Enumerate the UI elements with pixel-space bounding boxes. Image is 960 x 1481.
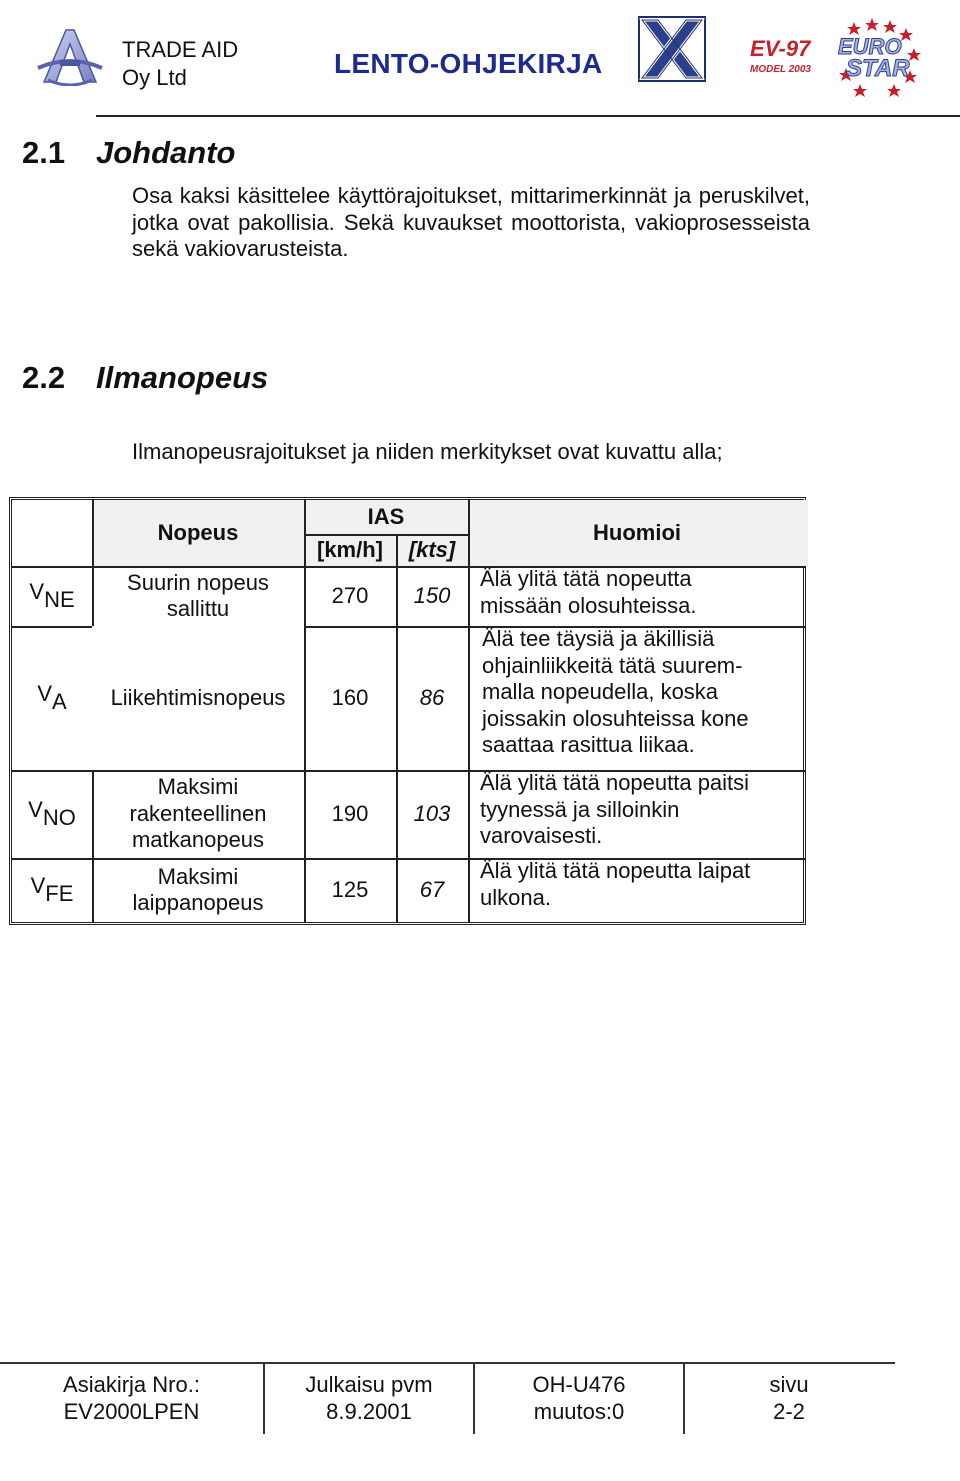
speed-symbol-subscript: NO bbox=[42, 804, 76, 830]
speed-name-line: rakenteellinen bbox=[129, 800, 267, 826]
section-paragraph-ilmanopeus: Ilmanopeusrajoitukset ja niiden merkitykset ovat kuvattu alla; bbox=[132, 439, 723, 464]
speed-name bbox=[92, 858, 304, 922]
speed-name bbox=[92, 770, 304, 858]
logo-star-text: STAR bbox=[846, 55, 910, 82]
speed-symbol-letter: V bbox=[30, 872, 46, 898]
header-kts: [kts] bbox=[408, 536, 456, 562]
speed-note-line: joissakin olosuhteissa kone bbox=[482, 705, 749, 731]
speed-kts: 67 bbox=[419, 876, 445, 902]
speed-note bbox=[480, 566, 806, 626]
ev97-eurostar-logo bbox=[750, 14, 926, 98]
footer-document-number bbox=[0, 1362, 263, 1434]
speed-note-line: Älä tee täysiä ja äkillisiä bbox=[482, 626, 715, 651]
speed-note-line: Älä ylitä tätä nopeutta paitsi bbox=[480, 770, 750, 795]
speed-note-line: Älä ylitä tätä nopeutta laipat bbox=[480, 858, 751, 883]
footer-value: 8.9.2001 bbox=[326, 1399, 412, 1424]
speed-note bbox=[480, 858, 806, 922]
x-logo bbox=[638, 16, 706, 82]
header-ias: IAS bbox=[367, 503, 405, 529]
speed-name-line: Maksimi bbox=[157, 774, 239, 800]
section-paragraph-johdanto: Osa kaksi käsittelee käyttörajoitukset, mittarimerkinnät ja peruskilvet, jotka ovat pakollisia. Sekä kuvaukset moottorista, vakioprosesseista sekä vakiovarusteista. bbox=[132, 183, 810, 261]
section-heading-ilmanopeus bbox=[22, 360, 268, 396]
logo-euro-text: EURO bbox=[838, 34, 902, 59]
speed-name-line: sallittu bbox=[166, 596, 230, 621]
header-kmh: [km/h] bbox=[317, 536, 383, 562]
speed-name-line: Maksimi bbox=[157, 863, 239, 889]
company-name-line2: Oy Ltd bbox=[122, 65, 187, 90]
speed-kts: 103 bbox=[413, 800, 451, 826]
speed-name-line: Liikehtimisnopeus bbox=[110, 684, 286, 710]
speed-name bbox=[92, 626, 304, 770]
footer-label: Asiakirja Nro.: bbox=[63, 1372, 200, 1397]
speed-kmh: 270 bbox=[331, 582, 369, 608]
speed-symbol-letter: V bbox=[37, 680, 52, 706]
speed-kmh: 125 bbox=[331, 876, 369, 902]
speed-note-line: ohjainliikkeitä tätä suurem- bbox=[482, 652, 743, 678]
speed-note-line: tyynessä ja silloinkin bbox=[480, 796, 680, 822]
speed-symbol-letter: V bbox=[29, 578, 45, 604]
footer-label: OH-U476 bbox=[532, 1372, 626, 1397]
airspeed-table bbox=[9, 497, 806, 925]
footer-page bbox=[685, 1362, 893, 1434]
footer-value: muutos:0 bbox=[533, 1399, 625, 1424]
speed-symbol-subscript: FE bbox=[45, 880, 74, 906]
trade-aid-logo bbox=[36, 24, 104, 86]
speed-note bbox=[480, 770, 806, 858]
header-divider bbox=[96, 115, 960, 117]
section-number: 2.2 bbox=[22, 360, 66, 395]
speed-kts: 86 bbox=[419, 684, 445, 710]
footer-value: 2-2 bbox=[773, 1399, 805, 1424]
company-name-line1: TRADE AID bbox=[122, 37, 239, 62]
section-title: Johdanto bbox=[96, 135, 236, 170]
speed-name bbox=[92, 566, 304, 626]
document-title: LENTO-OHJEKIRJA bbox=[334, 48, 603, 79]
speed-kmh: 160 bbox=[331, 684, 369, 710]
speed-symbol bbox=[12, 566, 92, 626]
speed-symbol-subscript: A bbox=[52, 688, 67, 714]
footer-registration bbox=[475, 1362, 683, 1434]
document-footer bbox=[0, 1362, 895, 1434]
speed-kts: 150 bbox=[413, 582, 451, 608]
speed-note-line: saattaa rasittua liikaa. bbox=[482, 732, 695, 757]
speed-symbol-letter: V bbox=[28, 796, 43, 822]
header-huomioi: Huomioi bbox=[593, 519, 681, 545]
speed-note-line: Älä ylitä tätä nopeutta bbox=[480, 566, 692, 591]
speed-symbol bbox=[12, 770, 92, 858]
speed-note bbox=[482, 626, 806, 770]
logo-ev97-text: EV-97 bbox=[750, 36, 811, 61]
speed-note-line: missään olosuhteissa. bbox=[480, 592, 697, 618]
speed-note-line: ulkona. bbox=[480, 884, 551, 910]
speed-note-line: varovaisesti. bbox=[480, 823, 603, 848]
company-name bbox=[122, 36, 238, 92]
speed-name-line: matkanopeus bbox=[131, 827, 265, 853]
footer-value: EV2000LPEN bbox=[63, 1399, 200, 1424]
section-number: 2.1 bbox=[22, 135, 66, 170]
footer-publish-date bbox=[265, 1362, 473, 1434]
speed-symbol-subscript: NE bbox=[44, 586, 75, 612]
speed-name-line: laippanopeus bbox=[132, 890, 264, 915]
logo-model-text: MODEL 2003 bbox=[750, 64, 811, 75]
speed-note-line: malla nopeudella, koska bbox=[482, 679, 719, 704]
footer-label: Julkaisu pvm bbox=[305, 1372, 433, 1397]
speed-symbol bbox=[12, 858, 92, 922]
speed-symbol bbox=[12, 626, 92, 770]
header-nopeus: Nopeus bbox=[157, 519, 239, 545]
speed-kmh: 190 bbox=[331, 800, 369, 826]
section-heading-johdanto bbox=[22, 135, 236, 171]
section-title: Ilmanopeus bbox=[96, 360, 269, 395]
footer-label: sivu bbox=[769, 1372, 809, 1397]
speed-name-line: Suurin nopeus bbox=[127, 569, 269, 595]
